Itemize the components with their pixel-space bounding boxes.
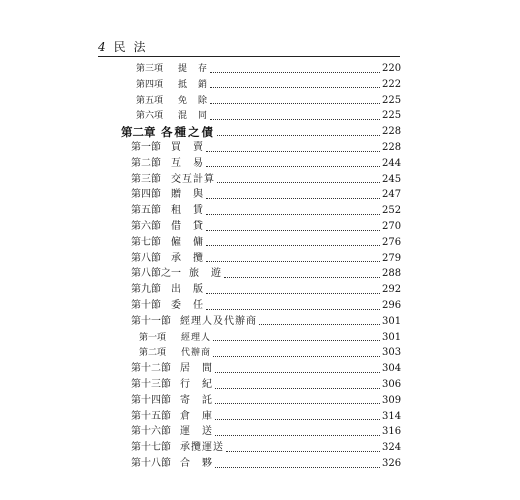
entry-label <box>136 62 208 76</box>
dot-leader <box>206 309 380 310</box>
entry-number: 第十八節 <box>131 458 171 469</box>
dot-leader <box>226 451 380 452</box>
entry-title: 寄 託 <box>180 394 213 406</box>
entry-title: 代辦商 <box>181 348 212 359</box>
toc-entry[interactable] <box>131 394 400 408</box>
header-rule <box>98 56 400 57</box>
entry-page-number: 225 <box>382 94 402 106</box>
entry-number: 第十四節 <box>131 394 171 406</box>
entry-page-number: 222 <box>382 78 402 90</box>
entry-title: 承 攬 <box>171 252 204 264</box>
dot-leader <box>213 356 380 357</box>
entry-number: 第二項 <box>139 348 167 359</box>
dot-leader <box>215 403 380 404</box>
entry-number: 第七節 <box>131 236 161 248</box>
dot-leader <box>206 151 380 152</box>
entry-label <box>131 457 213 471</box>
entry-page-number: 244 <box>382 157 402 169</box>
dot-leader <box>206 245 380 246</box>
dot-leader <box>206 198 380 199</box>
entry-page-number: 228 <box>382 142 402 153</box>
entry-page-number: 296 <box>382 300 402 311</box>
entry-label <box>121 125 215 139</box>
entry-page-number: 225 <box>382 110 402 122</box>
entry-label <box>131 173 215 187</box>
entry-page-number: 301 <box>382 331 402 343</box>
dot-leader <box>206 166 380 167</box>
entry-page-number: 326 <box>382 458 402 469</box>
entry-number: 第六項 <box>136 111 164 122</box>
entry-page-number: 228 <box>382 126 402 138</box>
dot-leader <box>213 340 380 341</box>
entry-title: 混 同 <box>178 111 209 122</box>
entry-title: 行 紀 <box>180 379 213 390</box>
entry-label <box>131 267 222 281</box>
entry-number: 第三項 <box>136 64 164 74</box>
dot-leader <box>206 230 380 231</box>
entry-number: 第十三節 <box>131 379 171 390</box>
entry-label <box>131 141 204 155</box>
toc-entry[interactable] <box>131 425 400 439</box>
dot-leader <box>215 435 380 436</box>
entry-title: 免 除 <box>178 95 209 106</box>
entry-label <box>139 331 211 345</box>
entry-number: 第五節 <box>131 205 161 217</box>
dot-leader <box>215 467 380 468</box>
entry-label <box>136 109 208 123</box>
toc-entry[interactable] <box>131 362 400 376</box>
entry-label <box>131 378 213 392</box>
entry-title: 旅 遊 <box>189 268 222 280</box>
toc-chapter-entry[interactable] <box>121 125 400 139</box>
entry-label <box>131 252 204 266</box>
entry-number: 第四項 <box>136 79 164 90</box>
dot-leader <box>215 419 380 420</box>
toc-entry[interactable] <box>136 62 400 76</box>
running-header <box>98 38 147 55</box>
entry-label <box>139 346 211 360</box>
entry-page-number: 324 <box>382 442 402 454</box>
toc-entry[interactable] <box>131 252 400 266</box>
toc-entry[interactable] <box>131 236 400 250</box>
entry-page-number: 314 <box>382 410 402 422</box>
entry-page-number: 316 <box>382 426 402 438</box>
entry-page-number: 252 <box>382 205 402 217</box>
entry-label <box>131 315 257 329</box>
entry-title: 提 存 <box>178 64 209 74</box>
entry-title: 租 賃 <box>171 205 204 217</box>
dot-leader <box>217 135 380 136</box>
entry-title: 贈 與 <box>171 189 204 201</box>
entry-page-number: 306 <box>382 379 402 390</box>
entry-page-number: 247 <box>382 189 402 201</box>
entry-label <box>136 78 208 92</box>
entry-number: 第八節 <box>131 252 161 264</box>
entry-label <box>131 220 204 234</box>
entry-page-number: 303 <box>382 347 402 359</box>
toc-entry[interactable] <box>139 331 400 345</box>
entry-title: 各種之債 <box>161 125 215 140</box>
dot-leader <box>206 293 380 294</box>
dot-leader <box>259 324 380 325</box>
entry-title: 買 賣 <box>171 142 204 153</box>
entry-title: 經理人 <box>181 332 212 343</box>
header-page-number: 4 <box>98 40 108 54</box>
entry-title: 僱 傭 <box>171 236 204 248</box>
entry-page-number: 309 <box>382 394 402 406</box>
toc-entry[interactable] <box>136 94 400 108</box>
entry-number: 第二節 <box>131 157 161 169</box>
toc-entry[interactable] <box>131 457 400 471</box>
dot-leader <box>210 72 380 73</box>
toc-entry[interactable] <box>131 283 400 297</box>
entry-page-number: 292 <box>382 284 402 296</box>
dot-leader <box>215 388 380 389</box>
dot-leader <box>215 372 380 373</box>
entry-label <box>131 394 213 408</box>
toc-entry[interactable] <box>131 267 400 281</box>
toc-entry[interactable] <box>131 157 400 171</box>
entry-number: 第十二節 <box>131 363 171 375</box>
toc-entry[interactable] <box>131 141 400 155</box>
entry-title: 經理人及代辦商 <box>180 315 257 327</box>
entry-number: 第十六節 <box>131 426 171 438</box>
toc-entry[interactable] <box>136 109 400 123</box>
entry-page-number: 220 <box>382 63 402 74</box>
entry-title: 抵 銷 <box>178 79 209 90</box>
toc-entry[interactable] <box>131 410 400 424</box>
entry-title: 倉 庫 <box>180 410 213 422</box>
dot-leader <box>210 119 380 120</box>
header-title: 民 法 <box>113 40 148 54</box>
entry-number: 第六節 <box>131 221 161 232</box>
entry-label <box>131 204 204 218</box>
entry-title: 借 貸 <box>171 221 204 232</box>
entry-number: 第八節之一 <box>131 268 181 280</box>
entry-label <box>131 441 224 455</box>
entry-page-number: 304 <box>382 363 402 375</box>
entry-page-number: 270 <box>382 221 402 232</box>
entry-label <box>131 425 213 439</box>
entry-page-number: 279 <box>382 252 402 264</box>
entry-title: 互 易 <box>171 157 204 169</box>
dot-leader <box>217 182 380 183</box>
entry-label <box>131 157 204 171</box>
entry-number: 第十七節 <box>131 442 171 454</box>
toc-entry[interactable] <box>131 299 400 313</box>
entry-number: 第二章 <box>121 125 156 140</box>
entry-page-number: 301 <box>382 315 402 327</box>
entry-number: 第十節 <box>131 300 161 311</box>
entry-label <box>136 94 208 108</box>
entry-number: 第一項 <box>139 332 167 343</box>
toc-entry[interactable] <box>131 173 400 187</box>
entry-title: 出 版 <box>171 284 204 296</box>
toc-entry[interactable] <box>131 204 400 218</box>
toc-entry[interactable] <box>131 315 400 329</box>
dot-leader <box>206 214 380 215</box>
entry-page-number: 245 <box>382 173 402 185</box>
entry-number: 第三節 <box>131 173 161 185</box>
entry-number: 第十五節 <box>131 410 171 422</box>
entry-label <box>131 362 213 376</box>
toc-entry[interactable] <box>131 220 400 234</box>
toc-entry[interactable] <box>139 346 400 360</box>
entry-title: 居 間 <box>180 363 213 375</box>
entry-number: 第十一節 <box>131 315 171 327</box>
entry-title: 合 夥 <box>180 458 213 469</box>
entry-number: 第五項 <box>136 95 164 106</box>
toc-entry[interactable] <box>136 78 400 92</box>
entry-page-number: 288 <box>382 268 402 280</box>
toc-entry[interactable] <box>131 378 400 392</box>
entry-title: 承攬運送 <box>180 442 224 454</box>
dot-leader <box>206 261 380 262</box>
entry-label <box>131 188 204 202</box>
entry-number: 第四節 <box>131 189 161 201</box>
entry-label <box>131 410 213 424</box>
dot-leader <box>224 277 380 278</box>
entry-number: 第一節 <box>131 142 161 153</box>
entry-title: 交互計算 <box>171 173 215 185</box>
entry-label <box>131 236 204 250</box>
entry-page-number: 276 <box>382 236 402 248</box>
entry-number: 第九節 <box>131 284 161 296</box>
entry-title: 運 送 <box>180 426 213 438</box>
entry-label <box>131 299 204 313</box>
dot-leader <box>210 103 380 104</box>
toc-entry[interactable] <box>131 441 400 455</box>
entry-label <box>131 283 204 297</box>
toc-entry[interactable] <box>131 188 400 202</box>
entry-title: 委 任 <box>171 300 204 311</box>
dot-leader <box>210 87 380 88</box>
